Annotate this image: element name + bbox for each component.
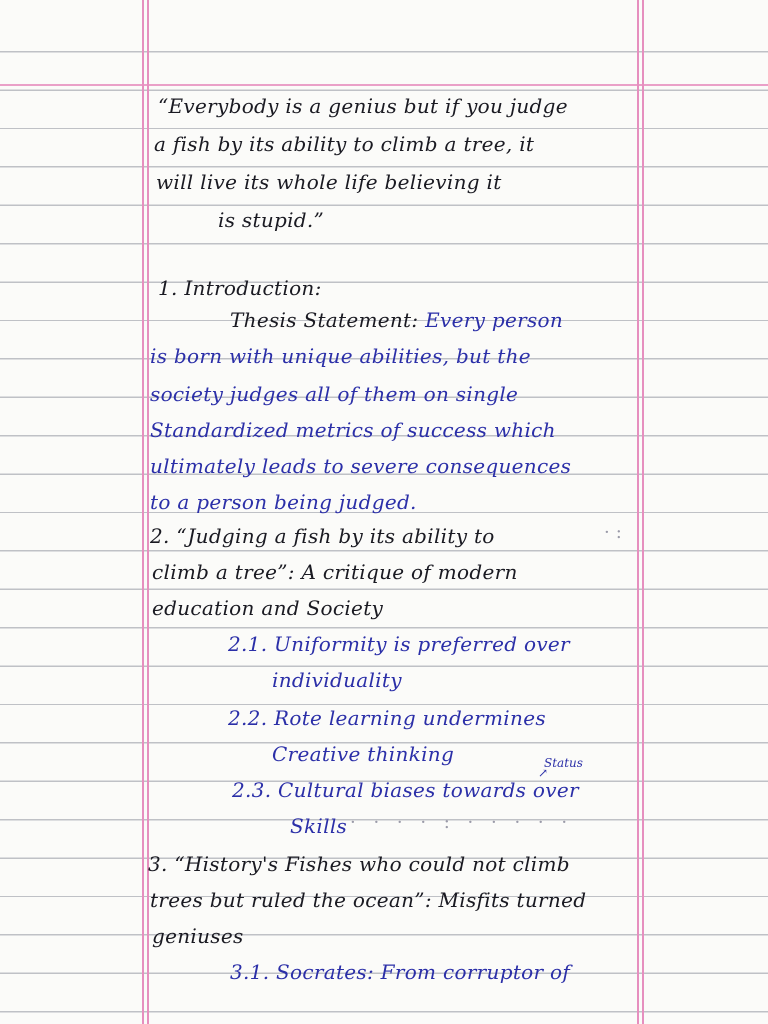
insertion-note: Status [544,756,583,770]
section-3-heading-line-3: geniuses [152,924,244,948]
left-margin-line [142,0,144,1024]
thesis-line-2: is born with unique abilities, but the [150,344,531,368]
thesis-line-3: society judges all of them on single [150,382,519,406]
quote-line-4: is stupid.” [218,208,325,232]
quote-line-3: will live its whole life believing it [156,170,502,194]
quote-line-2: a fish by its ability to climb a tree, it [154,132,535,156]
speckle-mark: ·: [604,522,628,543]
item-2-3-line-1: 2.3. Cultural biases towards over [232,778,579,802]
item-2-2-line-2: Creative thinking [272,742,455,766]
section-3-heading-line-2: trees but ruled the ocean”: Misfits turned [150,888,587,912]
insertion-caret-icon: ↗ [538,766,549,780]
section-2-heading-line-2: climb a tree”: A critique of modern [152,560,518,584]
speckle-mark-row: · · · · : · · · · · [350,812,574,833]
right-margin-line [637,0,639,1024]
thesis-line-6: to a person being judged. [150,490,417,514]
right-margin-line-inner [642,0,644,1024]
thesis-line-5: ultimately leads to severe consequences [150,454,572,478]
item-3-1-line-1: 3.1. Socrates: From corruptor of [230,960,571,984]
item-2-3-line-2: Skills [290,814,348,838]
thesis-first-line [230,306,563,334]
thesis-text-start: Every person [425,308,564,332]
item-2-2-line-1: 2.2. Rote learning undermines [228,706,546,730]
quote-line-1: “Everybody is a genius but if you judge [158,94,568,118]
thesis-label: Thesis Statement: [230,308,419,332]
item-2-1-line-2: individuality [272,668,402,692]
section-3-heading-line-1: 3. “History's Fishes who could not climb [148,852,570,876]
header-rule [0,84,768,86]
thesis-line-4: Standardized metrics of success which [150,418,556,442]
section-1-heading: 1. Introduction: [158,276,322,300]
section-2-heading-line-1: 2. “Judging a fish by its ability to [150,524,495,548]
item-2-1-line-1: 2.1. Uniformity is preferred over [228,632,570,656]
section-2-heading-line-3: education and Society [152,596,384,620]
